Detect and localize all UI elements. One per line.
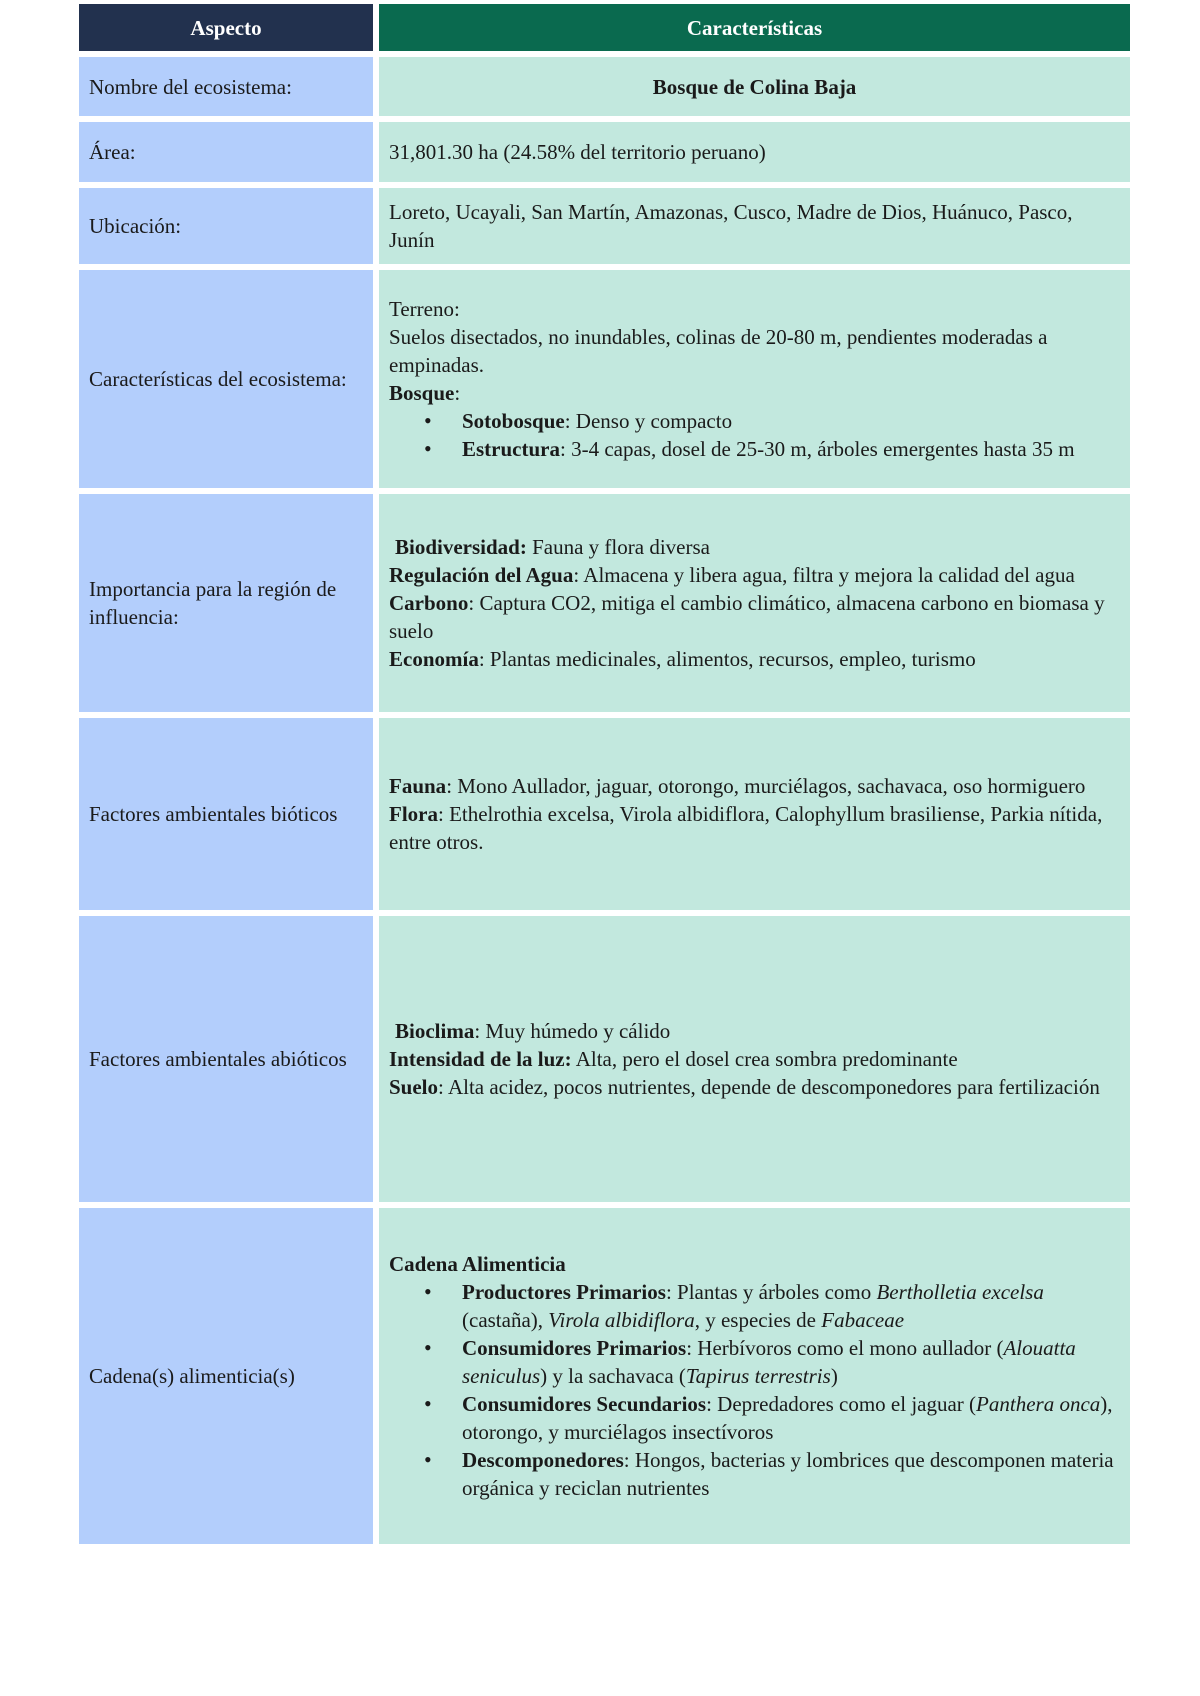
line-text: : Captura CO2, mitiga el cambio climático, almacena carbono en biomasa y suelo bbox=[389, 591, 1105, 643]
line-term: Flora bbox=[389, 802, 438, 826]
list-item bbox=[462, 1278, 1120, 1334]
value-importancia bbox=[379, 494, 1130, 712]
species-name: Bertholletia excelsa bbox=[876, 1280, 1044, 1304]
species-name: Tapirus terrestris bbox=[685, 1364, 831, 1388]
list-item-text: , y especies de bbox=[694, 1308, 822, 1332]
line-term: Economía bbox=[389, 647, 479, 671]
table-row-bioticos bbox=[79, 718, 1130, 910]
list-item-term: Descomponedores bbox=[462, 1448, 624, 1472]
label-area: Área: bbox=[79, 122, 373, 182]
label-importancia: Importancia para la región de influencia: bbox=[79, 494, 373, 712]
list-item-term: Productores Primarios bbox=[462, 1280, 666, 1304]
header-caracteristicas: Características bbox=[379, 4, 1130, 51]
table-row-abioticos bbox=[79, 916, 1130, 1202]
line-term: Intensidad de la luz: bbox=[389, 1047, 572, 1071]
abioticos-line bbox=[389, 1073, 1120, 1101]
value-bioticos bbox=[379, 718, 1130, 910]
value-nombre: Bosque de Colina Baja bbox=[379, 57, 1130, 116]
line-term: Regulación del Agua bbox=[389, 563, 574, 587]
terreno-text: Suelos disectados, no inundables, colinas de 20-80 m, pendientes moderadas a empinadas. bbox=[389, 325, 1048, 377]
line-text: : Muy húmedo y cálido bbox=[474, 1019, 671, 1043]
cadena-list bbox=[389, 1278, 1120, 1502]
species-name: Panthera onca bbox=[976, 1392, 1101, 1416]
line-term: Biodiversidad: bbox=[395, 535, 527, 559]
value-caracteristicas bbox=[379, 270, 1130, 488]
terreno-title: Terreno: bbox=[389, 297, 460, 321]
line-term: Fauna bbox=[389, 774, 447, 798]
line-term: Carbono bbox=[389, 591, 469, 615]
line-text: Fauna y flora diversa bbox=[526, 535, 710, 559]
list-item-text: : Depredadores como el jaguar ( bbox=[706, 1392, 977, 1416]
line-text: : Almacena y libera agua, filtra y mejora la calidad del agua bbox=[573, 563, 1075, 587]
species-name: Alouatta seniculus bbox=[462, 1336, 1076, 1388]
list-item bbox=[462, 1446, 1120, 1502]
value-area: 31,801.30 ha (24.58% del territorio peruano) bbox=[379, 122, 1130, 182]
list-item-text: : Herbívoros como el mono aullador ( bbox=[686, 1336, 1004, 1360]
line-text: : Mono Aullador, jaguar, otorongo, murciélagos, sachavaca, oso hormiguero bbox=[446, 774, 1086, 798]
label-caracteristicas: Características del ecosistema: bbox=[79, 270, 373, 488]
list-item-text: ), otorongo, y murciélagos insectívoros bbox=[462, 1392, 1113, 1444]
value-ubicacion bbox=[379, 188, 1130, 264]
list-item-text: : Denso y compacto bbox=[564, 409, 733, 433]
list-item-term: Sotobosque bbox=[462, 409, 565, 433]
table-row-area bbox=[79, 122, 1130, 182]
bioticos-line bbox=[389, 800, 1120, 856]
line-text: : Plantas medicinales, alimentos, recursos, empleo, turismo bbox=[478, 647, 976, 671]
table-row-nombre bbox=[79, 57, 1130, 116]
cadena-title bbox=[389, 1250, 1120, 1278]
bioticos-line bbox=[389, 772, 1120, 800]
label-bioticos: Factores ambientales bióticos bbox=[79, 718, 373, 910]
table-row-ubicacion bbox=[79, 188, 1130, 264]
ubicacion-text: Loreto, Ucayali, San Martín, Amazonas, Cusco, Madre de Dios, Huánuco, Pasco, Junín bbox=[389, 200, 1073, 252]
list-item-text: (castaña), bbox=[462, 1308, 549, 1332]
list-item-text: ) y la sachavaca ( bbox=[540, 1364, 686, 1388]
importancia-line bbox=[389, 589, 1120, 645]
value-cadena bbox=[379, 1208, 1130, 1544]
table-row-cadena bbox=[79, 1208, 1130, 1544]
table-row-importancia bbox=[79, 494, 1130, 712]
abioticos-line bbox=[389, 1017, 1120, 1045]
list-item bbox=[462, 1390, 1120, 1446]
line-text: : Alta acidez, pocos nutrientes, depende de descomponedores para fertilización bbox=[438, 1075, 1100, 1099]
cadena-title-text: Cadena Alimenticia bbox=[389, 1252, 566, 1276]
list-item bbox=[462, 435, 1120, 463]
label-cadena: Cadena(s) alimenticia(s) bbox=[79, 1208, 373, 1544]
list-item-term: Consumidores Secundarios bbox=[462, 1392, 707, 1416]
bosque-list bbox=[389, 407, 1120, 463]
importancia-line bbox=[389, 645, 1120, 673]
importancia-line bbox=[389, 561, 1120, 589]
list-item-text: : Hongos, bacterias y lombrices que descomponen materia orgánica y reciclan nutrientes bbox=[462, 1448, 1114, 1500]
species-name: Fabaceae bbox=[821, 1308, 905, 1332]
list-item-term: Estructura bbox=[462, 437, 560, 461]
bosque-colon: : bbox=[454, 381, 461, 405]
species-name: Virola albidiflora bbox=[548, 1308, 695, 1332]
abioticos-line bbox=[389, 1045, 1120, 1073]
line-term: Bioclima bbox=[395, 1019, 475, 1043]
line-term: Suelo bbox=[389, 1075, 439, 1099]
label-nombre: Nombre del ecosistema: bbox=[79, 57, 373, 116]
bosque-heading bbox=[389, 379, 1120, 407]
list-item bbox=[462, 1334, 1120, 1390]
table-header-row bbox=[79, 4, 1130, 51]
list-item-text: : Plantas y árboles como bbox=[665, 1280, 877, 1304]
value-abioticos bbox=[379, 916, 1130, 1202]
list-item bbox=[462, 407, 1120, 435]
line-text: Alta, pero el dosel crea sombra predominante bbox=[571, 1047, 958, 1071]
list-item-text: : 3-4 capas, dosel de 25-30 m, árboles emergentes hasta 35 m bbox=[560, 437, 1075, 461]
label-ubicacion: Ubicación: bbox=[79, 188, 373, 264]
list-item-term: Consumidores Primarios bbox=[462, 1336, 687, 1360]
label-abioticos: Factores ambientales abióticos bbox=[79, 916, 373, 1202]
table-row-caracteristicas bbox=[79, 270, 1130, 488]
bosque-title: Bosque bbox=[389, 381, 455, 405]
header-aspecto: Aspecto bbox=[79, 4, 373, 51]
line-text: : Ethelrothia excelsa, Virola albidiflora, Calophyllum brasiliense, Parkia nítida, entre otros. bbox=[389, 802, 1103, 854]
ecosystem-table bbox=[79, 4, 1130, 1550]
list-item-text: ) bbox=[830, 1364, 838, 1388]
importancia-line bbox=[389, 533, 1120, 561]
